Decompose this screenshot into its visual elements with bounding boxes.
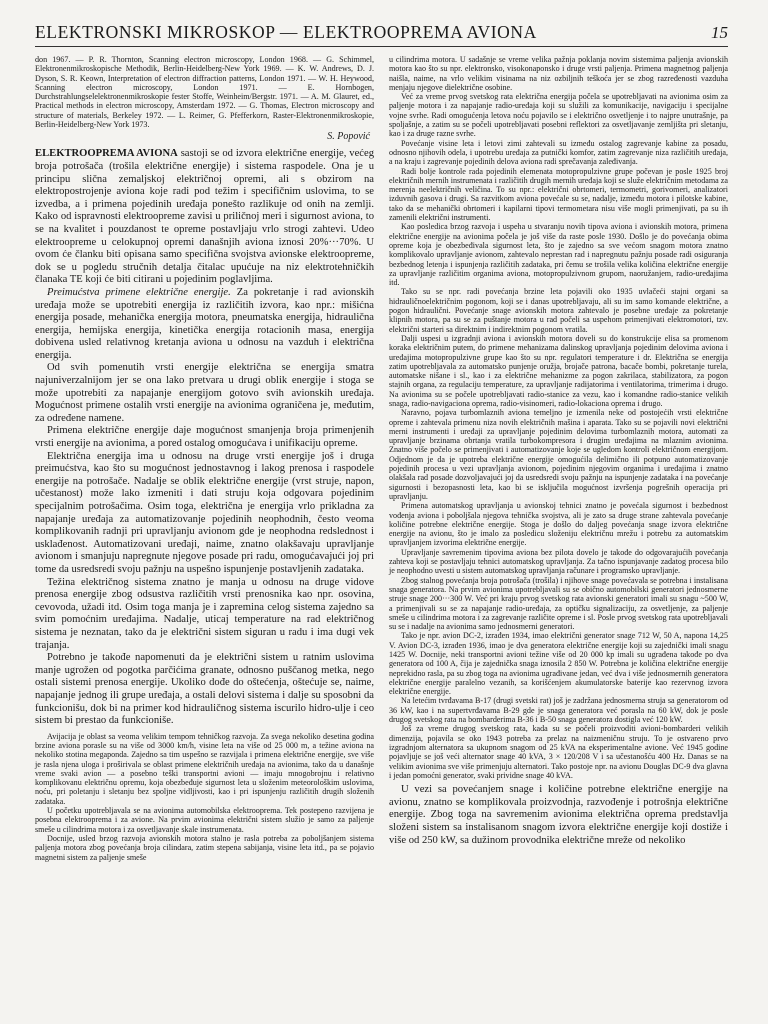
small-paragraph: Primena automatskog upravljanja u avionskoj tehnici znatno je povećala sigurnost i bezbednost vođenja aviona i poboljšala njegova tehnička svojstva, ali je zato sa druge strane zahtevala povećanje količine potrebne električne energije. Stoga je došlo do daljeg povećanja snage izvora električne energije na avionu, što je imalo za posledicu složeniju električnu mrežu i potrebu za automatskim upravljanjem izvorima električne energije.: [389, 501, 728, 548]
section-heading: Preimućstva primene električne energije.: [47, 286, 231, 298]
left-column: [35, 55, 374, 862]
small-paragraph: Već za vreme prvog svetskog rata električna energija počela se upotrebljavati na avionima osim za paljenje motora i za napajanje radio-uređaja koji su služili za komunikacije, navigaciju i specijalne vojne svrhe. Radi omogućenja letova noću pojavilo se i električno osvetljenje i to najpre unutrašnje, pa spoljašnje, a zatim su se počeli upotrebljavati posebni reflektori za osvetljavanje zemljišta pri sletanju, kao i za druge razne svrhe.: [389, 92, 728, 139]
paragraph: Potrebno je takođe napomenuti da je električni sistem u ratnim uslovima manje ugrožen od pogotka parčićima granate, odnosno puščanog metka, nego ostali sistemi prenosa energije. Ukoliko dođe do oštećenja, oštećuje se, naime, napajanje jednog ili grupe uređaja, a ostali delovi sistema i dalje su sposobni da funkcionišu, dok bi na primer kod hidrauličnog sistema iscurilo hidro-ulje i ceo sistem bi prestao da funkcioniše.: [35, 652, 374, 727]
small-paragraph: Još za vreme drugog svetskog rata, kada su se počeli proizvoditi avioni-bombarderi velikih dimenzija, pojavila se oko 1943 potreba za prelaz na naizmeničnu struju. To je ostvareno prvo izgradnjom alternatora sa ukupnom snagom od 25 kVA na eksperimentalne avione. Već 1945 godine pojavljuje se još veći alternator snage 40 kVA, 3 × 120/208 V i sa učestanošću 400 Hz. Danas se na velikim avionima sve više primenjuju alternatori. Tako postoje npr. na avionu Douglas DC-9 dva glavna i jedan pomoćni generator, svaki prividne snage 40 kVA.: [389, 724, 728, 780]
running-header: [35, 22, 728, 47]
right-column: [389, 55, 728, 862]
small-paragraph: Kao posledica brzog razvoja i uspeha u stvaranju novih tipova aviona i avionskih motora, primena električne energije na avionima počela je još više da raste posle 1930. Došlo je do povećanja obima opreme koja je obezbeđivala sigurnost leta, što je zajedno sa sve većom snagom motora znatno komplikovalo upravljanje avionom, zahtevalo neprestan rad i napregnutu pažnju posade radi osiguranja bezbednog letenja i ispunjenja različitih zadataka, pri čemu se trošila velika količina električne energije za upravljanje različitim organima aviona, motopropulzivnom grupom, naoružanjem, radio-uređajima itd.: [389, 222, 728, 288]
article-title: ELEKTROOPREMA AVIONA: [35, 148, 178, 160]
paragraph: Primena električne energije daje mogućnost smanjenja broja primenjenih vrsti energije na avionima, a pored ostalog omogućava i unifikaciju opreme.: [35, 425, 374, 450]
small-paragraph: Tako je npr. avion DC-2, izrađen 1934, imao električni generator snage 712 W, 50 A, napona 14,25 V. Avion DC-3, izrađen 1936, imao je dva generatora električne energije koji su zajednički imali snagu 1425 W. Docnije, neki transportni avioni težine više od 20 000 kp imali su ugrađena takođe po dva generatora od 100 A, čija je zajednička snaga iznosila 2 850 W. Potrebna je količina električne energije neprekidno rasla, pa su zbog toga na avionima ugrađivane jedan, već dva i više jednosmernih generatora električne energije paralelno vezanih, sa korišćenjem akumulatorske baterije kao rezervnog izvora električne energije.: [389, 631, 728, 697]
intro-text: sastoji se od izvora električne energije, većeg broja potrošača (trošila električne energije) i sistema raspodele. Ona je u principu slična zemaljskoj električnoj opremi, ali s obzirom na elektropostrojenje aviona koje radi pod težim i specifičnim uslovima, to se izvedba, a i primena pojedinih uređaja ponešto razlikuje od onih na zemlji. Kako od ispravnosti elektroopreme zavisi u priličnoj meri i sigurnost aviona, to se na kvalitet i pouzdanost te opreme postavljaju vrlo strogi zahtevi. Udeo elektroopreme u celokupnoj opremi današnjih aviona iznosi 20%···70%. U ovom će članku biti opisana samo specifična svojstva avionske elektroopreme, dok se u pogledu stručnih detalja čitalac upućuje na niz elektrotehničkih članaka TE koji će biti citirani u pojedinim poglavljima.: [35, 148, 374, 286]
page-number: 15: [711, 23, 728, 42]
small-paragraph: Radi bolje kontrole rada pojedinih elemenata motopropulzivne grupe počevan je posle 1925 broj električnih mernih instrumenata i različitih drugih mernih uređaja koji se služe električnim metodama za merenja neelektričnih veličina. To su npr.: električni obrtomeri, termometri, gorivomeri, analizatori izduvnih gasova i drugi. Sa razvitkom aviona povećale su se, nadalje, između motora i pilotske kabine, tako da se mehanički obrtomeri i kapilarni tipovi termometara nisu više mogli primenjivati, pa su ih zamenili električni instrumenti.: [389, 166, 728, 223]
small-paragraph: Zbog stalnog povećanja broja potrošača (trošila) i njihove snage povećavala se potrebna i instalisana snaga generatora. Na prvim avionima upotrebljavali su se obično automobilski generatori jednosmerne struje snage 200···300 W. Već pri kraju prvog svetskog rata avionski generatori imali su snagu ~500 W, a primenjivali su se za napajanje radio-uređaja, za optičku signalizaciju, za osvetljenje, za paljenje smeše u cilindrima motora i za zagrevanje različite opreme i sl. Posle prvog svetskog rata upotrebljavali su se i nadalje na avionima samo jednosmerni generatori.: [389, 575, 728, 632]
author-signature: S. Popović: [327, 131, 370, 143]
intro-paragraph: [35, 148, 374, 287]
paragraph: Električna energija ima u odnosu na druge vrsti energije još i druga preimućstva, kao što su mogućnost jednostavnog i lakog prenosa i raspodele energije na potrošače. Nadalje se oblik električne energije (vrst struje, napon, učestanost) može lako izmeniti i dati struju koja odgovara pojedinim specijalnim potrošačima. Osim toga, električna je energija vrlo prikladna za napajanje uređaja za automatizovanje pojedinih neophodnih, često veoma komplikovanih radnji pri upravljanju avionom gde je neophodna redslednost i usklađenost. Automatizovani uređaji, naime, znatno olakšavaju upravljanje avionom i smanjuju napregnute njegove posade pri radu, omogućavajući joj pri tome da usredsredi svoju pažnju na uspešno ispunjenje postavljenih zadataka.: [35, 450, 374, 575]
small-paragraph: u cilindrima motora. U sadašnje se vreme velika pažnja poklanja novim sistemima paljenja avionskih motora kao što su npr. elektronsko, visokonaponsko i druge vrsti paljenja. Primena magnetnog paljenja naišla, naime, na vrlo velikim visinama na niz ozbiljnih teškoća jer se zbog razređenosti vazduha menjaju njegove dielektrične osobine.: [389, 55, 728, 92]
small-paragraph: Avijacija je oblast sa veoma velikim tempom tehničkog razvoja. Za svega nekoliko desetina godina brzine aviona porasle su na više od 3000 km/h, visine leta na više od 25 000 m, a težine aviona na nekoliko stotina megaponda. Zajedno sa tim uspešno se razvijala i primena električne energije, sve više je rasla njena uloga i proširivala se oblast primene električnih uređaja na avionima, tako da u današnje vreme svaki avion — a posebno teški transportni avioni — imaju mnogobrojnu i relativno komplikovanu električnu opremu, koja obezbeđuje sigurnost leta u složenim meteorološkim uslovima, noću, pri poletanju i sletanju bez spoljne vidljivosti, kao i pri ispunjenju različitih drugih složenih zadataka.: [35, 731, 374, 806]
two-column-body: [35, 55, 728, 862]
small-paragraph: Povećanje visine leta i letovi zimi zahtevali su između ostalog zagrevanje kabine za posadu, odnosno njihovih odela, i upotrebu uređaja za putnički komfor, zatim zagrevanje niza različitih uređaja, a na kraju i zagrevanje pojedinih delova aviona radi sprečavanja zaleđivanja.: [389, 138, 728, 167]
running-title: ELEKTRONSKI MIKROSKOP — ELEKTROOPREMA AVIONA: [35, 22, 537, 42]
small-paragraph: Dalji uspesi u izgradnji aviona i avionskih motora doveli su do konstrukcije elisa sa promenom koraka električnim putem, do primene mehanizama dalinskog upravljanja pojedinim delovima aviona i uređajima motopropulzivne grupe kao što su npr. regulatori temperature i dr. Električna se energija zatim upotrebljavala za automatsko punjenje oružja, brojače patrona, bacače bombi, pokretanje turela, automatske nišane i sl., kao i za električne mehanizme za pogon zakrilaca, stabilizatora, za pogon stajnih organa, za regulaciju temperature, za upravljanje radijatorima i ventilatorima, trimerima i drugo. Na avionima su se počele upotrebljavati radio-stanice za vezu, kao i komandne radio-stanice velikih snaga, radio-navigaciona oprema, radio-visinomeri, radio-lokaciona oprema i drugo.: [389, 333, 728, 408]
paragraph: Težina električnog sistema znatno je manja u odnosu na druge vidove prenosa energije zbog odsustva različitih vrsti prenosnika kao npr. osovina, cevovoda, užadi itd. Osim toga manja je i zapremina celog sistema zajedno sa svim pomoćnim uređajima. Nadalje, uticaj temperature na rad električnog sistema je neznatan, tako da je električni sistem siguran u radu i ima dugi vek trajanja.: [35, 576, 374, 651]
small-paragraph: Na letećim tvrđavama B-17 (drugi svetski rat) još je zadržana jednosmerna struja sa generatorom od 36 kW, kao i na supertvrđavama B-29 gde je snaga generatora već porasla na 60 kW, dok je posle drugog svetskog rata na bombarderima B-36 i B-50 snaga generatora dostigla već 120 kW.: [389, 696, 728, 725]
references-block: don 1967. — P. R. Thornton, Scanning electron microscopy, London 1968. — G. Schimmel, Elektronenmikroskopische Methodik, Berlin-Heidelberg-New York 1969. — K. W. Andrews, D. J. Dyson, S. R. Keown, Interpretation of electron diffraction patterns, London 1971. — W. H. Heywood, Scanning electron microscopy, London 1971. — E. Hornbogen, Durchstrahlungselelektronenmikroskopie fester Stoffe, Weinheim/Bergstr. 1971. — A. M. Glauret, ed., Practical methods in electron microscopy, Amsterdam 1972. — G. Thomas, Electron microscopy and structure of materials, Berkeley 1972. — L. Reimer, G. Pfefferkorn, Raster-Elektronenmikroskopie, Berlin-Heidelberg-New York 1973.: [35, 55, 374, 130]
small-paragraph: Naravno, pojava turbomlaznih aviona temeljno je izmenila neke od postojećih vrsti električne opreme i zahtevala primenu niza novih električnih mašina i aparata. Tako su se pojavili novi električni merni instrumenti i uređaji za upravljanje pojedinim delovima turbomlaznih motora, automati za upravljanje brzinama obrtanja vratila turbokompresora i drugim uređajima na mlaznim avionima. Znatno više počelo se primenjivati i automatizovanje koje se ugledom kontroli električnom energijom. Odjednom je da je upotreba električne energije omogućila delimično ili potpuno automatizovanje pojedinih procesa u vezi upravljanja avionom, pojedinim njegovim organima i uređajima i znatno olakšala rad posade dozvoljavajući joj da usredsredi svoju pažnju na ispunjenje zadataka i na povećanje sigurnosti i bezopasnosti leta, kao bi se isključila mogućnost izvršenja pogrešnih operacija pri upravljanju.: [389, 408, 728, 501]
small-paragraph: Tako su se npr. radi povećanja brzine leta pojavili oko 1935 uvlačeći stajni organi sa hidrauličnoelektričnim pogonom, koji se i danas upotrebljavaju, ali su im samo komande električne, a pogon hidraulični. Povećanje snage avionskih motora zahtevalo je posebne uređaje za pokretanje klipnih motora, pa su se za puštanje motora u rad počeli sa uspehom primenjivati elektromotori, tzv. električni starteri sa direktnim i indirektnim pogonom vratila.: [389, 287, 728, 334]
paragraph: U vezi sa povećanjem snage i količine potrebne električne energije na avionu, znatno se komplikovala proizvodnja, razvođenje i potrošnja električne energije. Zbog toga na savremenim avionima električna oprema predstavlja složeni sistem sa instalisanom snagom izvora električne energije koji dostiže i više od 250 kW, sa dužinom provodnika električne mreže od nekoliko: [389, 784, 728, 846]
small-paragraph: Docnije, usled brzog razvoja avionskih motora stalno je rasla potreba za poboljšanjem sistema paljenja motora zbog povećanja broja cilindara, zatim stepena sabijanja, visine leta itd., pa se pojavio magnetni sistem za paljenje smeše: [35, 833, 374, 862]
section-paragraph: [35, 287, 374, 363]
paragraph: Od svih pomenutih vrsti energije električna se energija smatra najuniverzalnijom jer se ona lako pretvara u drugi oblik energije i stoga se može upotrebiti za napajanje energijom gotovo svih avionskih uređaja. Mogućnost primene ostalih vrsti energije na avionima ograničena je, međutim, za određene namene.: [35, 362, 374, 424]
section-text: Za pokretanje i rad avionskih uređaja može se upotrebiti energija iz različitih izvora, kao npr.: mišićna energija posade, mehanička energija motora, pneumatska energija, hidraulična energija, hemijska energija, kinetička energija rotacionih masa, energija dobivena usled relativnog kretanja aviona u odnosu na vazduh i električna energija.: [35, 286, 374, 361]
small-paragraph: U početku upotrebljavala se na avionima automobilska elektrooprema. Tek postepeno razvijena je posebna elektrooprema i za avione. Na prvim avionima električni sistem služio je samo za paljenje smeše u cilindrima motora i za osvetljavanje skale instrumenata.: [35, 806, 374, 834]
small-paragraph: Upravljanje savremenim tipovima aviona bez pilota dovelo je takođe do odgovarajućih povećanja zahteva koji se postavljaju tehnici automatskog upravljanja. Za tačno ispunjavanje zadatog procesa bilo je neophodno uvesti u sistem automatskog upravljanja računare i programsko upravljanje.: [389, 547, 728, 576]
